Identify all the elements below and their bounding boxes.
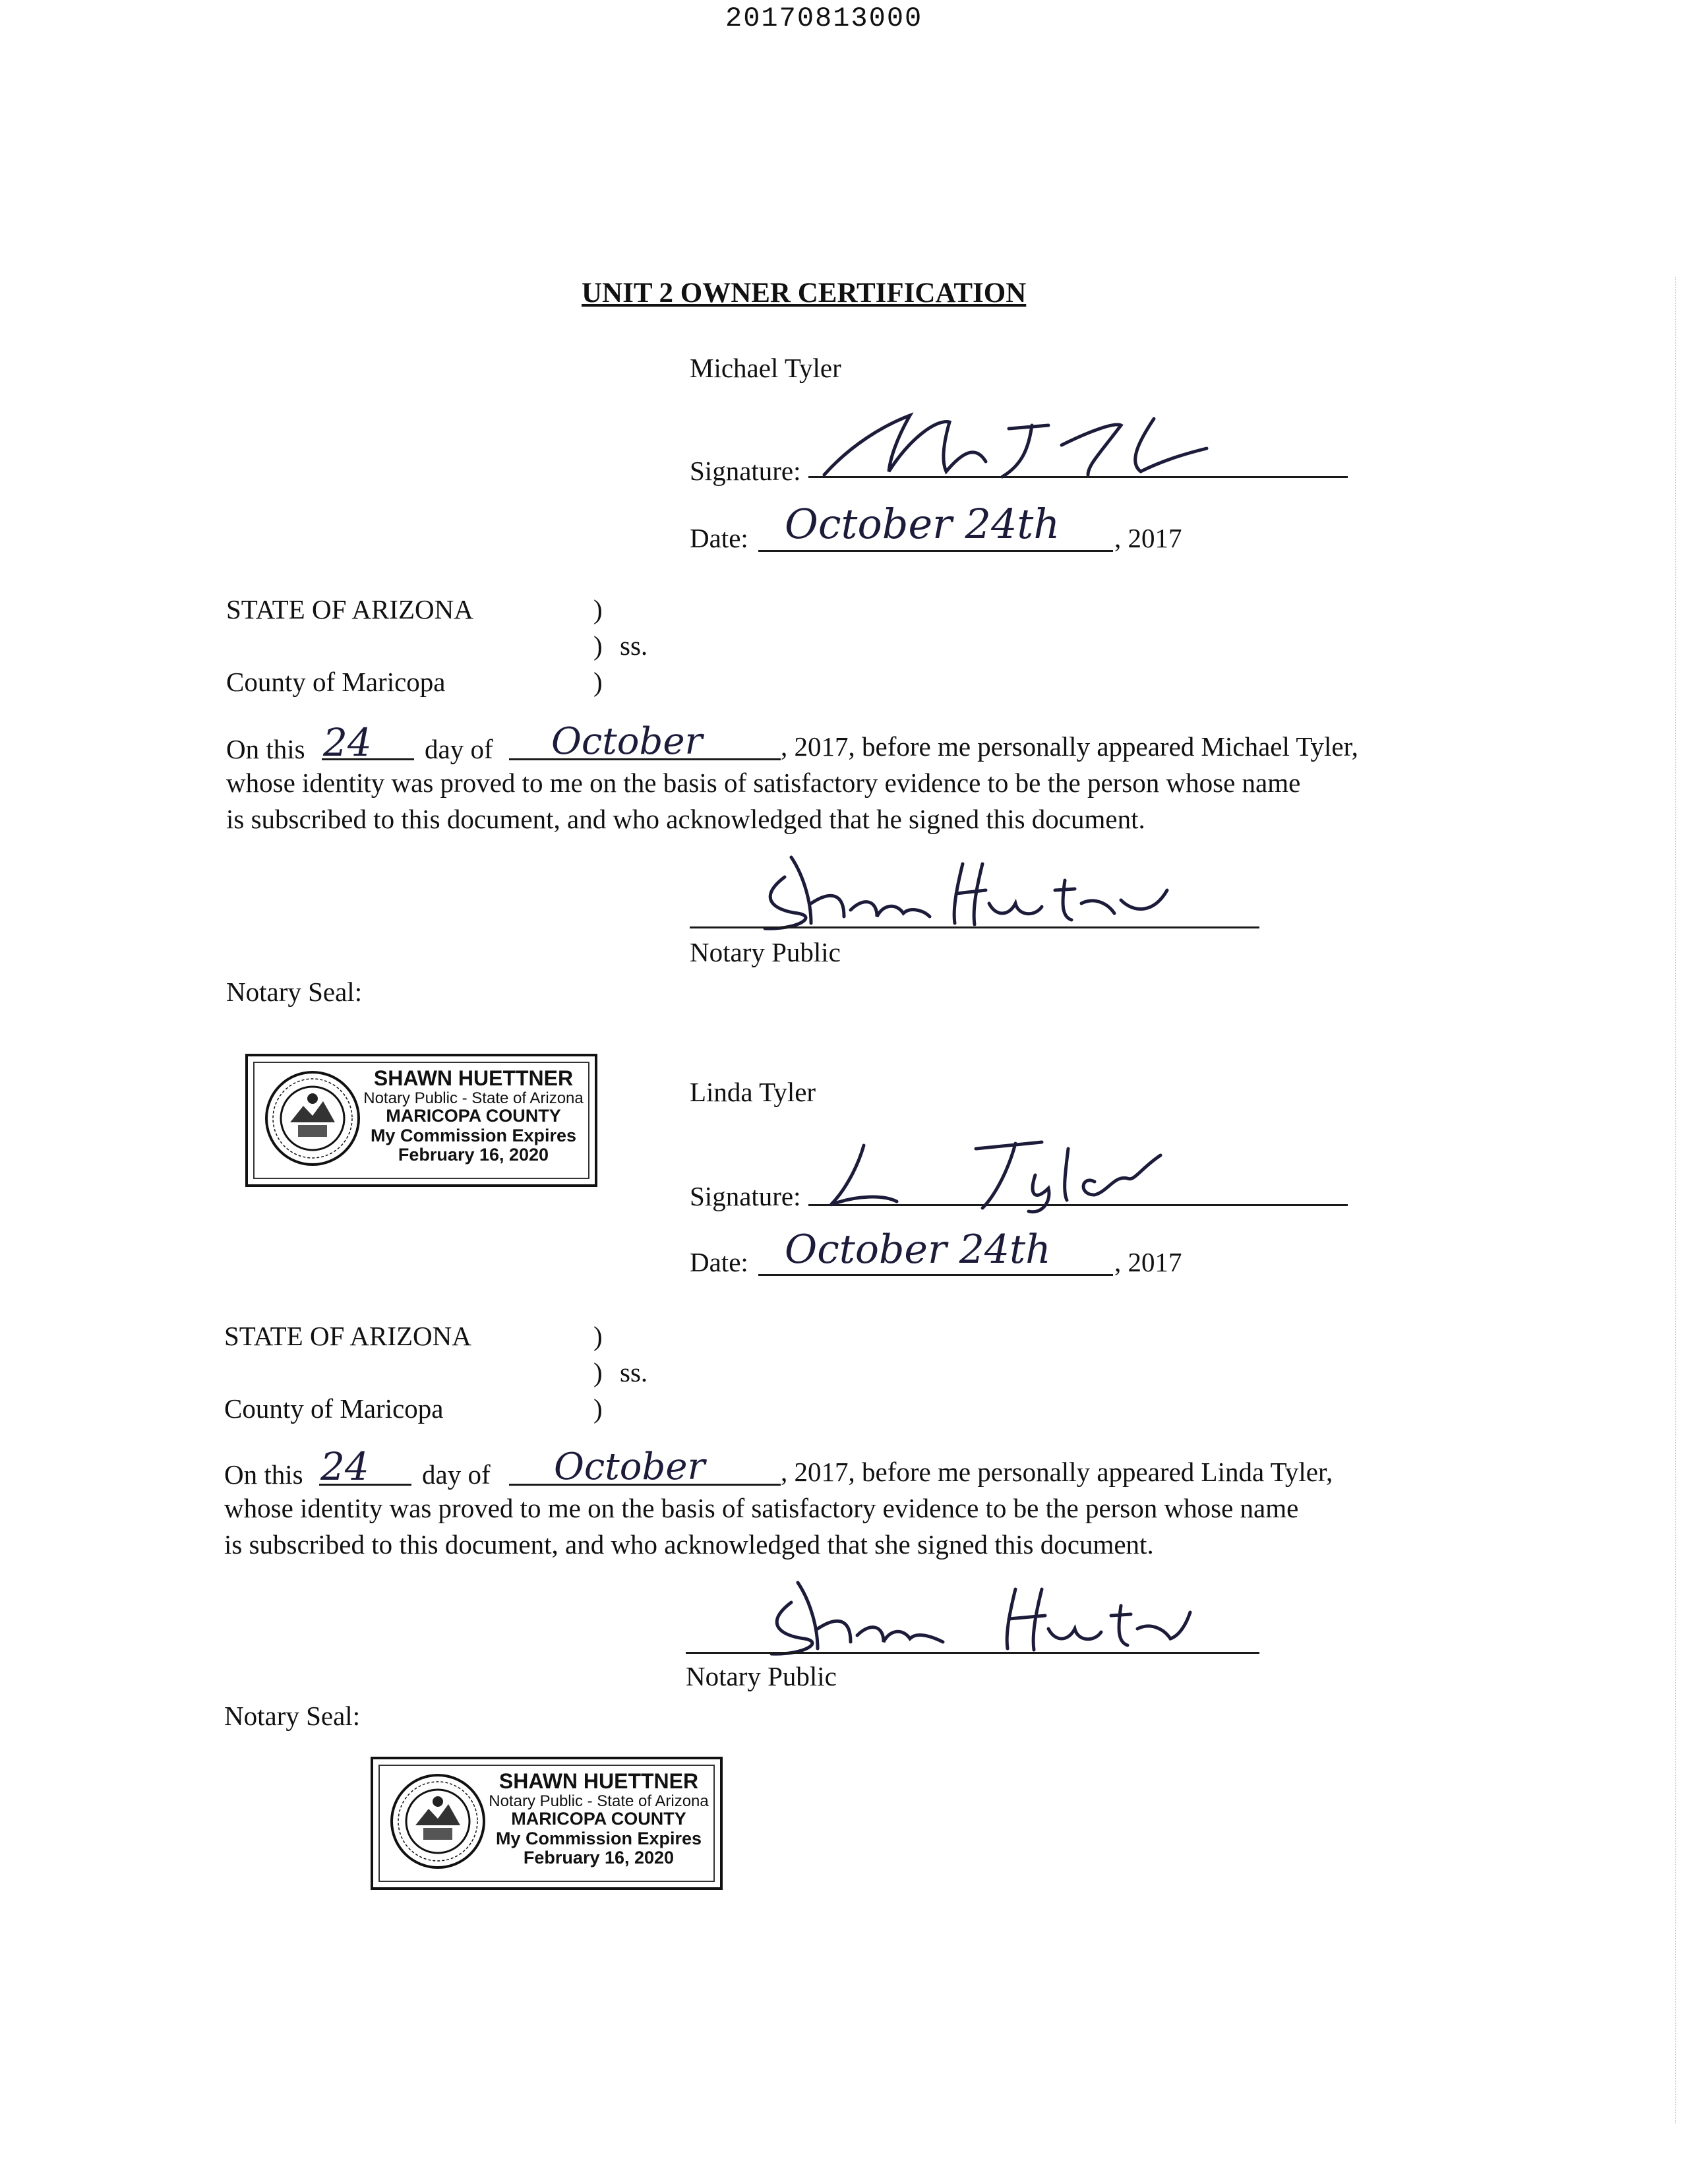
notary2-seal-label: Notary Seal:: [224, 1701, 361, 1731]
seal1-line3: My Commission Expires: [370, 1125, 577, 1145]
notary2-label: Notary Public: [686, 1661, 837, 1691]
ack2-day-of: day of: [422, 1459, 491, 1490]
venue1-paren-top: ): [593, 594, 603, 624]
arizona-seal-emblem-icon: [389, 1773, 487, 1870]
seal2-line3: My Commission Expires: [495, 1828, 702, 1848]
venue2-paren-bottom: ): [593, 1393, 603, 1424]
venue1-paren-bottom: ): [593, 667, 603, 697]
venue2-ss: ss.: [620, 1357, 648, 1387]
venue2-county: County of Maricopa: [224, 1393, 444, 1424]
seal2-line1: Notary Public - State of Arizona: [489, 1792, 709, 1810]
owner2-date-handwritten: October 24th: [785, 1227, 1051, 1273]
ack2-month-handwritten: October: [554, 1445, 706, 1488]
ack1-line3: is subscribed to this document, and who acknowledged that he signed this document.: [226, 804, 1145, 834]
page-title: UNIT 2 OWNER CERTIFICATION: [582, 278, 1027, 309]
venue2-paren-mid: ): [593, 1357, 603, 1387]
ack1-line2: whose identity was proved to me on the basis of satisfactory evidence to be the person whose name: [226, 768, 1301, 798]
owner1-date-year: , 2017: [1114, 523, 1182, 553]
owner1-date-label: Date:: [690, 523, 748, 553]
notary2-signature: [752, 1576, 1200, 1662]
seal2-line2: MARICOPA COUNTY: [511, 1809, 686, 1829]
ack2-line3: is subscribed to this document, and who acknowledged that she signed this document.: [224, 1529, 1154, 1560]
seal2-line4: February 16, 2020: [523, 1847, 675, 1867]
scan-edge-mark: [1675, 277, 1677, 2123]
owner1-date-line: [758, 550, 1113, 552]
owner2-signature-label: Signature:: [690, 1181, 801, 1211]
owner1-date-handwritten: October 24th: [785, 500, 1060, 548]
venue1-county: County of Maricopa: [226, 667, 446, 697]
ack1-month-handwritten: October: [551, 720, 703, 763]
seal1-line4: February 16, 2020: [398, 1144, 549, 1165]
notary1-seal-stamp: [245, 1054, 597, 1187]
venue1-state: STATE OF ARIZONA: [226, 594, 473, 624]
notary1-signature-line: [690, 926, 1259, 928]
seal1-line1: Notary Public - State of Arizona: [363, 1089, 584, 1107]
owner1-name: Michael Tyler: [690, 353, 841, 383]
document-number: 20170813000: [725, 3, 923, 34]
seal2-name: SHAWN HUETTNER: [498, 1769, 699, 1793]
ack2-line1: , 2017, before me personally appeared Linda Tyler,: [781, 1457, 1333, 1487]
seal1-name: SHAWN HUETTNER: [373, 1066, 574, 1090]
notary1-label: Notary Public: [690, 937, 841, 967]
owner2-date-line: [758, 1274, 1113, 1276]
venue2-paren-top: ): [593, 1321, 603, 1351]
notary1-signature: [745, 851, 1193, 936]
owner1-signature-label: Signature:: [690, 456, 801, 486]
venue1-ss: ss.: [620, 630, 648, 661]
venue1-paren-mid: ): [593, 630, 603, 661]
ack1-day-handwritten: 24: [323, 720, 372, 765]
ack1-day-of: day of: [425, 734, 493, 764]
owner1-signature: [811, 399, 1220, 485]
owner2-date-year: , 2017: [1114, 1247, 1182, 1277]
notary2-seal-stamp: [371, 1757, 723, 1890]
ack2-day-handwritten: 24: [320, 1444, 369, 1489]
seal1-line2: MARICOPA COUNTY: [386, 1106, 561, 1126]
notary1-seal-label: Notary Seal:: [226, 977, 363, 1007]
ack2-on-this: On this: [224, 1459, 303, 1490]
ack2-line2: whose identity was proved to me on the basis of satisfactory evidence to be the person whose name: [224, 1493, 1299, 1523]
owner2-name: Linda Tyler: [690, 1077, 816, 1107]
owner2-date-label: Date:: [690, 1247, 748, 1277]
venue2-state: STATE OF ARIZONA: [224, 1321, 471, 1351]
ack1-line1: , 2017, before me personally appeared Michael Tyler,: [781, 731, 1358, 762]
notary2-signature-line: [686, 1652, 1259, 1654]
owner2-signature: [818, 1129, 1187, 1215]
ack1-on-this: On this: [226, 734, 305, 764]
arizona-seal-emblem-icon: [264, 1070, 361, 1167]
